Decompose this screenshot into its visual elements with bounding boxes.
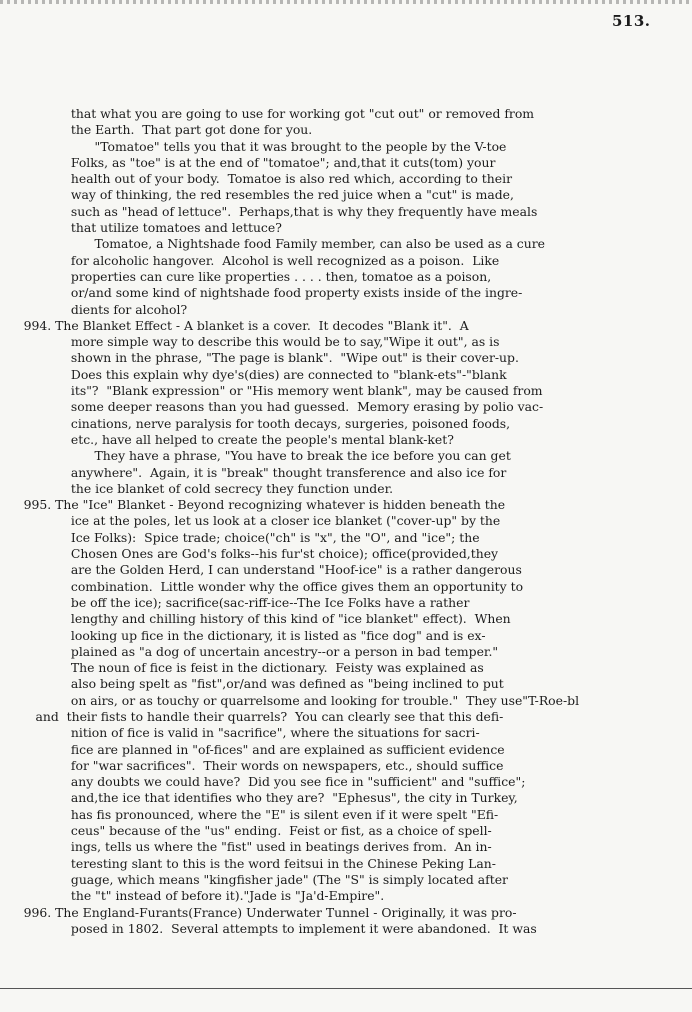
text-line: ings, tells us where the "fist" used in beatings derives from. An in- — [0, 839, 492, 855]
bottom-rule — [0, 988, 692, 989]
text-line: more simple way to describe this would be to say,"Wipe it out", as is — [0, 334, 500, 350]
text-line: its"? "Blank expression" or "His memory went blank", may be caused from — [0, 383, 543, 399]
text-line: for "war sacrifices". Their words on newspapers, etc., should suffice — [0, 757, 504, 773]
text-line: fice are planned in "of-fices" and are explained as sufficient evidence — [0, 741, 505, 757]
text-line: are the Golden Herd, I can understand "Hoof-ice" is a rather dangerous — [0, 562, 522, 578]
text-line: ice at the poles, let us look at a closer ice blanket ("cover-up" by the — [0, 513, 501, 529]
text-line: dients for alcohol? — [0, 301, 188, 317]
text-line: ceus" because of the "us" ending. Feist or fist, as a choice of spell- — [0, 823, 492, 839]
scan-top-edge — [0, 0, 692, 4]
text-line: plained as "a dog of uncertain ancestry--or a person in bad temper." — [0, 643, 499, 659]
text-line: and their fists to handle their quarrels? You can clearly see that this defi- — [0, 708, 504, 724]
text-line: 996. The England-Furants(France) Underwater Tunnel - Originally, it was pro- — [0, 904, 517, 920]
text-line: be off the ice); sacrifice(sac-riff-ice--The Ice Folks have a rather — [0, 594, 470, 610]
text-line: They have a phrase, "You have to break the ice before you can get — [0, 448, 511, 464]
text-line: looking up fice in the dictionary, it is listed as "fice dog" and is ex- — [0, 627, 486, 643]
text-line: such as "head of lettuce". Perhaps,that is why they frequently have meals — [0, 203, 538, 219]
text-line: the "t" instead of before it)."Jade is "Ja'd-Empire". — [0, 888, 385, 904]
text-line: on airs, or as touchy or quarrelsome and looking for trouble." They use"T-Roe-bl — [0, 692, 580, 708]
text-line: also being spelt as "fist",or/and was defined as "being inclined to put — [0, 676, 504, 692]
text-line: has fis pronounced, where the "E" is silent even if it were spelt "Efi- — [0, 806, 499, 822]
document-body — [0, 106, 692, 937]
text-line: Chosen Ones are God's folks--his fur'st choice); office(provided,they — [0, 546, 499, 562]
text-line: Folks, as "toe" is at the end of "tomatoe"; and,that it cuts(tom) your — [0, 154, 496, 170]
text-line: Tomatoe, a Nightshade food Family member, can also be used as a cure — [0, 236, 545, 252]
text-line: cinations, nerve paralysis for tooth decays, surgeries, poisoned foods, — [0, 415, 511, 431]
text-line: any doubts we could have? Did you see fice in "sufficient" and "suffice"; — [0, 774, 526, 790]
text-line: some deeper reasons than you had guessed. Memory erasing by polio vac- — [0, 399, 544, 415]
text-line: etc., have all helped to create the people's mental blank-ket? — [0, 431, 454, 447]
text-line: combination. Little wonder why the office gives them an opportunity to — [0, 578, 524, 594]
text-line: 995. The "Ice" Blanket - Beyond recognizing whatever is hidden beneath the — [0, 497, 506, 513]
text-line: "Tomatoe" tells you that it was brought to the people by the V-toe — [0, 138, 507, 154]
text-line: shown in the phrase, "The page is blank". "Wipe out" is their cover-up. — [0, 350, 519, 366]
text-line: and,the ice that identifies who they are? "Ephesus", the city in Turkey, — [0, 790, 518, 806]
text-line: The noun of fice is feist in the dictionary. Feisty was explained as — [0, 660, 484, 676]
text-line: that what you are going to use for working got "cut out" or removed from — [0, 106, 535, 121]
text-line: guage, which means "kingfisher jade" (The "S" is simply located after — [0, 871, 508, 887]
text-line: lengthy and chilling history of this kind of "ice blanket" effect). When — [0, 611, 511, 627]
text-line: health out of your body. Tomatoe is also red which, according to their — [0, 171, 512, 187]
page-number: 513. — [612, 12, 651, 30]
text-line: properties can cure like properties . . . . then, tomatoe as a poison, — [0, 268, 492, 284]
text-line: the ice blanket of cold secrecy they function under. — [0, 480, 394, 496]
text-line: posed in 1802. Several attempts to implement it were abandoned. It was — [0, 920, 537, 936]
text-line: Ice Folks): Spice trade; choice("ch" is "x", the "O", and "ice"; the — [0, 529, 480, 545]
text-line: that utilize tomatoes and lettuce? — [0, 220, 282, 236]
text-line: 994. The Blanket Effect - A blanket is a cover. It decodes "Blank it". A — [0, 317, 469, 333]
text-line: teresting slant to this is the word feitsui in the Chinese Peking Lan- — [0, 855, 496, 871]
text-line: or/and some kind of nightshade food property exists inside of the ingre- — [0, 285, 523, 301]
text-line: Does this explain why dye's(dies) are connected to "blank-ets"-"blank — [0, 366, 507, 382]
text-line: the Earth. That part got done for you. — [0, 122, 313, 138]
text-line: nition of fice is valid in "sacrifice", where the situations for sacri- — [0, 725, 480, 741]
text-line: way of thinking, the red resembles the red juice when a "cut" is made, — [0, 187, 514, 203]
text-line: anywhere". Again, it is "break" thought transference and also ice for — [0, 464, 507, 480]
text-line: for alcoholic hangover. Alcohol is well recognized as a poison. Like — [0, 252, 500, 268]
